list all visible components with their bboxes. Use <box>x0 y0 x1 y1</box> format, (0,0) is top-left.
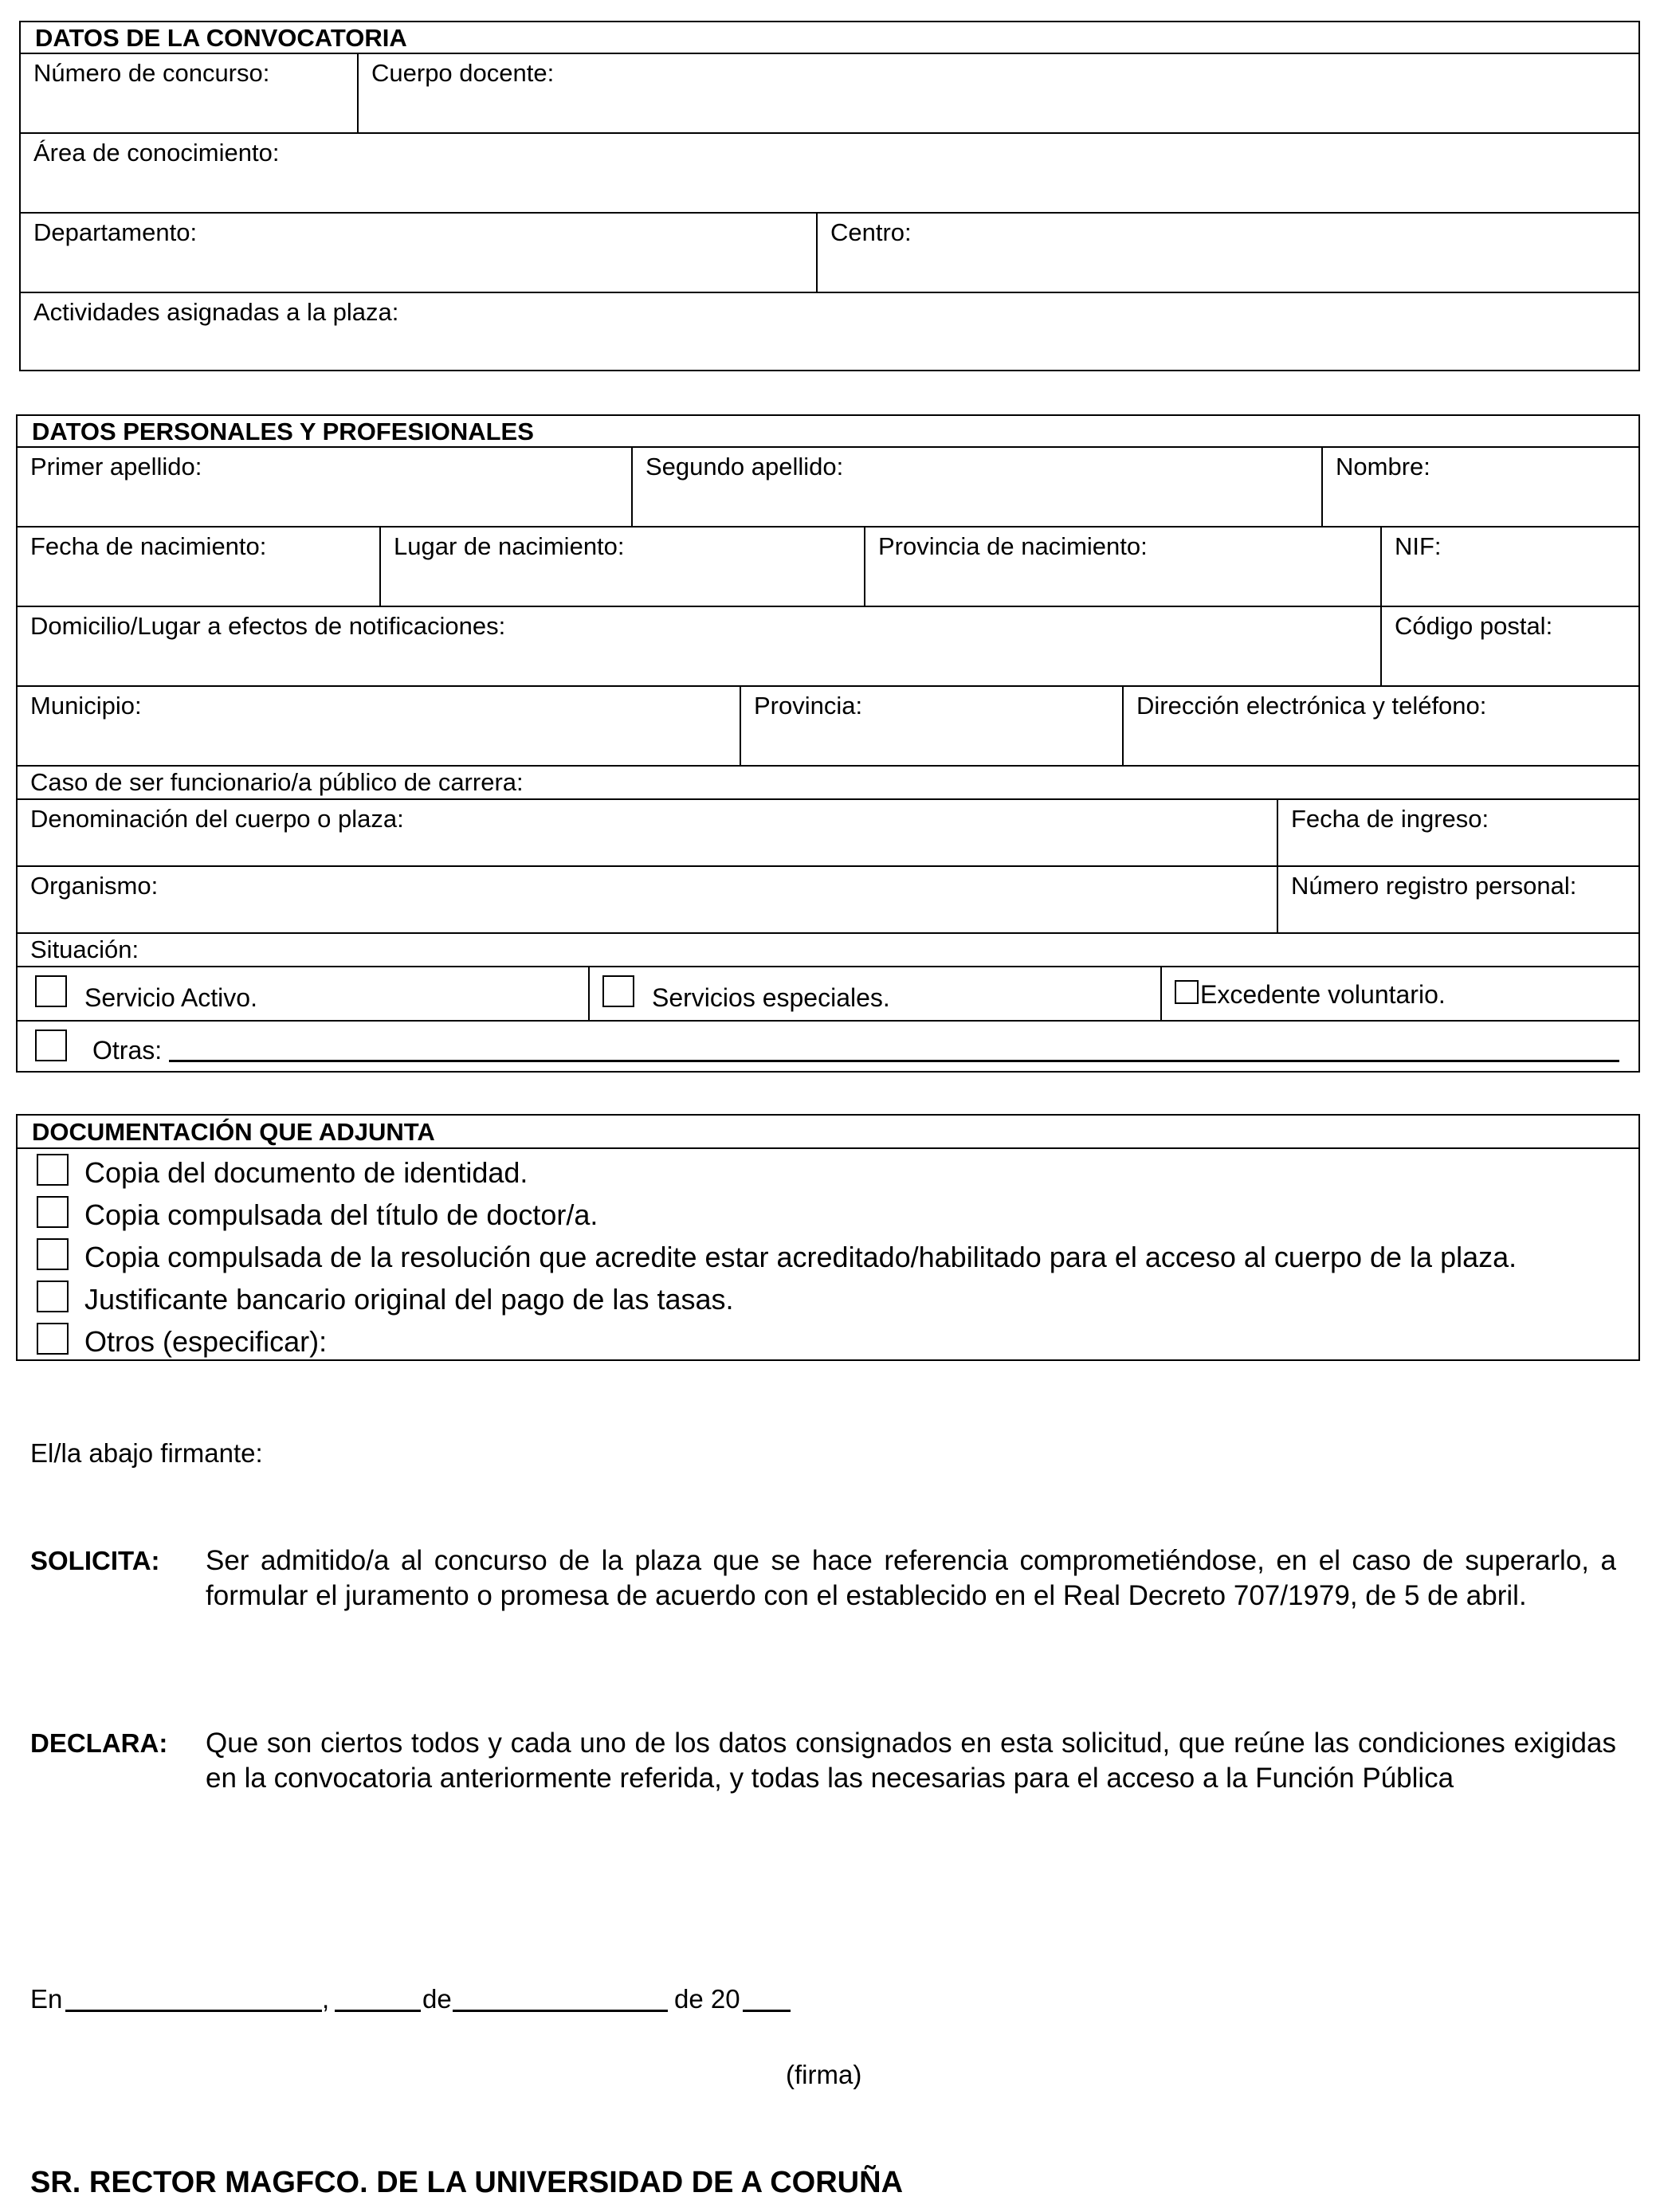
actividades-field[interactable] <box>21 293 1638 370</box>
doc-identidad-label: Copia del documento de identidad. <box>84 1156 528 1189</box>
solicita-label: SOLICITA: <box>30 1546 160 1575</box>
fecha-de20-label: de 20 <box>674 1984 740 2014</box>
nombre-field[interactable] <box>1321 448 1638 528</box>
excedente-checkbox[interactable] <box>1175 980 1199 1004</box>
nombre-label: Nombre: <box>1336 453 1430 480</box>
solicita-text: Ser admitido/a al concurso de la plaza que se hace referencia comprometiéndose, en el caso de superarlo, a formular el juramento o promesa de acuerdo con el establecido en el Real Decreto 707/1979, de 5 de abril. <box>206 1545 1616 1611</box>
primer-apellido-field[interactable] <box>18 448 631 528</box>
cuerpo-docente-field[interactable] <box>357 54 1638 134</box>
situacion-label: Situación: <box>30 935 139 963</box>
fecha-anio-input[interactable] <box>743 2010 791 2012</box>
doc-identidad-checkbox[interactable] <box>37 1154 69 1186</box>
personales-title: DATOS PERSONALES Y PROFESIONALES <box>18 416 1638 448</box>
doc-justificante-checkbox[interactable] <box>37 1281 69 1312</box>
direccion-electronica-field[interactable] <box>1122 687 1638 767</box>
nif-field[interactable] <box>1380 528 1638 607</box>
nif-label: NIF: <box>1395 532 1442 560</box>
documentacion-title: DOCUMENTACIÓN QUE ADJUNTA <box>18 1116 1638 1149</box>
declara-text: Que son ciertos todos y cada uno de los datos consignados en esta solicitud, que reúne las condiciones exigidas en la convocatoria anteriormente referida, y todas las necesarias para el acceso a la Función Pública <box>206 1728 1616 1794</box>
declara-label: DECLARA: <box>30 1728 168 1758</box>
numero-concurso-label: Número de concurso: <box>33 59 270 87</box>
cuerpo-docente-label: Cuerpo docente: <box>371 59 555 87</box>
fecha-dia-input[interactable] <box>335 2010 421 2012</box>
fecha-mes-input[interactable] <box>453 2010 668 2012</box>
doc-otros-label: Otros (especificar): <box>84 1325 328 1358</box>
numero-concurso-field[interactable] <box>21 54 357 134</box>
provincia-nacimiento-label: Provincia de nacimiento: <box>878 532 1148 560</box>
fecha-ingreso-label: Fecha de ingreso: <box>1291 805 1489 833</box>
convocatoria-section <box>19 21 1640 371</box>
otras-label: Otras: <box>92 1036 163 1065</box>
actividades-label: Actividades asignadas a la plaza: <box>33 298 399 326</box>
otras-checkbox[interactable] <box>35 1030 67 1061</box>
fecha-ingreso-field[interactable] <box>1277 800 1638 867</box>
servicio-activo-checkbox[interactable] <box>35 975 67 1007</box>
departamento-field[interactable] <box>21 214 816 293</box>
fecha-lugar-input[interactable] <box>65 2010 322 2012</box>
fecha-de-label: de <box>422 1984 452 2014</box>
domicilio-label: Domicilio/Lugar a efectos de notificaciones: <box>30 612 506 640</box>
documentacion-section <box>16 1114 1640 1361</box>
departamento-label: Departamento: <box>33 218 198 246</box>
doc-titulo-label: Copia compulsada del título de doctor/a. <box>84 1198 598 1231</box>
servicios-especiales-checkbox[interactable] <box>602 975 634 1007</box>
servicios-especiales-label: Servicios especiales. <box>652 983 890 1012</box>
lugar-nacimiento-field[interactable] <box>379 528 864 607</box>
doc-titulo-checkbox[interactable] <box>37 1196 69 1228</box>
provincia-label: Provincia: <box>754 692 863 720</box>
area-conocimiento-field[interactable] <box>21 134 1638 214</box>
centro-label: Centro: <box>830 218 912 246</box>
numero-registro-field[interactable] <box>1277 867 1638 934</box>
doc-resolucion-label: Copia compulsada de la resolución que acredite estar acreditado/habilitado para el acceso al cuerpo de la plaza. <box>84 1241 1517 1273</box>
excedente-option[interactable] <box>1160 967 1638 1022</box>
fecha-coma: , <box>322 1984 330 2014</box>
municipio-label: Municipio: <box>30 692 142 720</box>
organismo-label: Organismo: <box>30 872 159 900</box>
fecha-en-label: En <box>30 1984 63 2014</box>
denominacion-field[interactable] <box>18 800 1277 867</box>
provincia-field[interactable] <box>740 687 1122 767</box>
primer-apellido-label: Primer apellido: <box>30 453 202 480</box>
servicio-activo-label: Servicio Activo. <box>84 983 257 1012</box>
codigo-postal-field[interactable] <box>1380 607 1638 687</box>
doc-resolucion-checkbox[interactable] <box>37 1238 69 1270</box>
firma-label: (firma) <box>786 2060 862 2089</box>
rector-address: SR. RECTOR MAGFCO. DE LA UNIVERSIDAD DE A CORUÑA <box>30 2166 904 2199</box>
convocatoria-title: DATOS DE LA CONVOCATORIA <box>21 22 1638 54</box>
caso-funcionario-label: Caso de ser funcionario/a público de carrera: <box>30 768 524 796</box>
firmante-label: El/la abajo firmante: <box>30 1438 263 1468</box>
doc-otros-checkbox[interactable] <box>37 1323 69 1355</box>
otras-option[interactable] <box>18 1022 1638 1071</box>
segundo-apellido-field[interactable] <box>631 448 1321 528</box>
area-conocimiento-label: Área de conocimiento: <box>33 139 280 167</box>
doc-justificante-label: Justificante bancario original del pago de las tasas. <box>84 1283 734 1316</box>
servicios-especiales-option[interactable] <box>588 967 1160 1022</box>
codigo-postal-label: Código postal: <box>1395 612 1553 640</box>
servicio-activo-option[interactable] <box>18 967 588 1022</box>
fecha-nacimiento-label: Fecha de nacimiento: <box>30 532 267 560</box>
personales-section <box>16 414 1640 1073</box>
otras-input-line[interactable] <box>169 1060 1619 1062</box>
direccion-electronica-label: Dirección electrónica y teléfono: <box>1136 692 1487 720</box>
organismo-field[interactable] <box>18 867 1277 934</box>
municipio-field[interactable] <box>18 687 740 767</box>
excedente-label: Excedente voluntario. <box>1200 980 1446 1009</box>
domicilio-field[interactable] <box>18 607 1380 687</box>
lugar-nacimiento-label: Lugar de nacimiento: <box>394 532 625 560</box>
caso-funcionario-row <box>18 767 1638 800</box>
centro-field[interactable] <box>816 214 1638 293</box>
numero-registro-label: Número registro personal: <box>1291 872 1577 900</box>
situacion-row <box>18 934 1638 967</box>
provincia-nacimiento-field[interactable] <box>864 528 1380 607</box>
fecha-nacimiento-field[interactable] <box>18 528 379 607</box>
denominacion-label: Denominación del cuerpo o plaza: <box>30 805 404 833</box>
segundo-apellido-label: Segundo apellido: <box>646 453 844 480</box>
